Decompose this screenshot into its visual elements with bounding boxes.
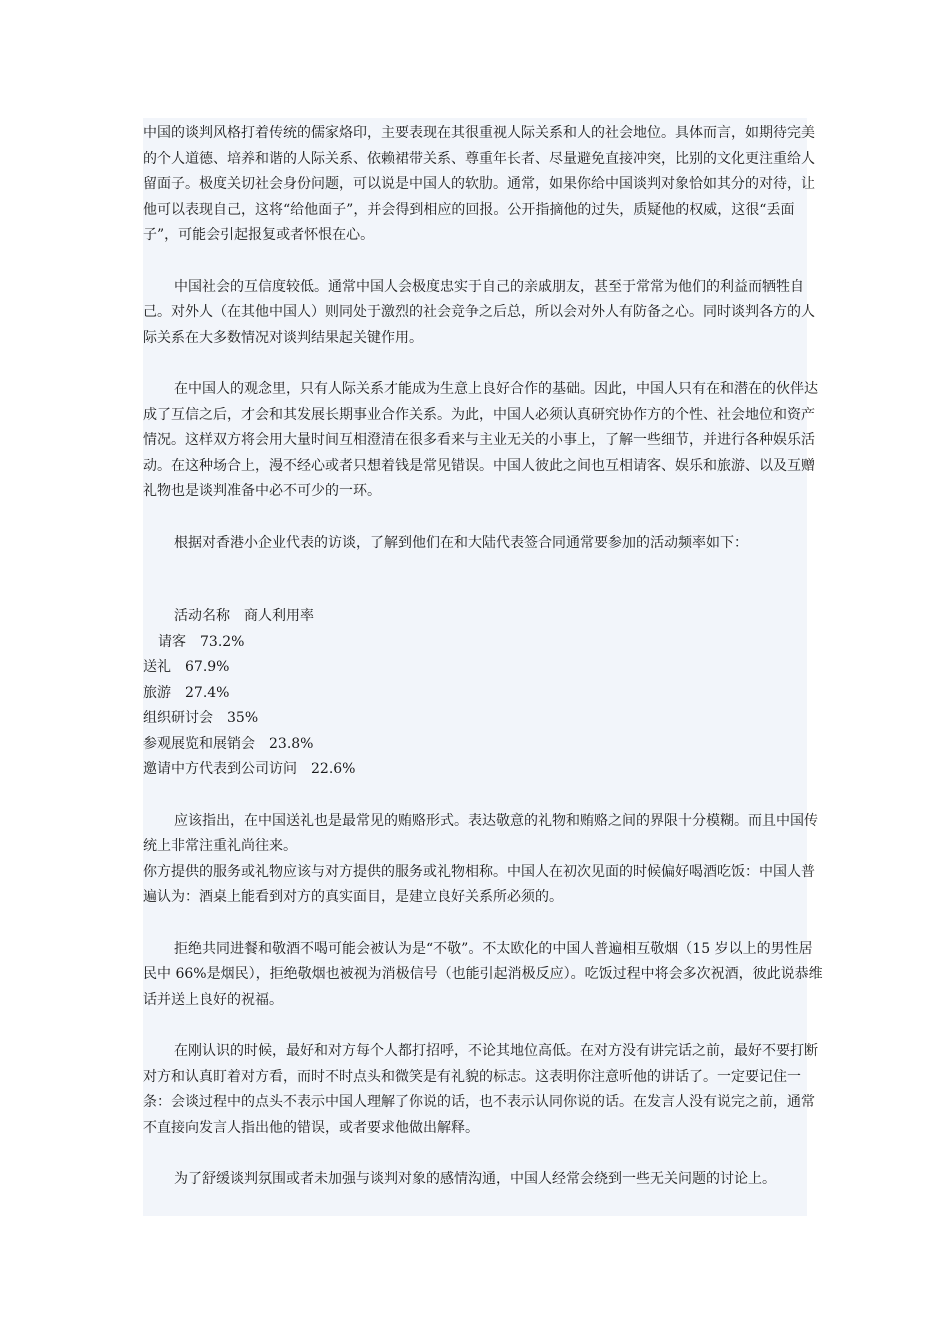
table-row: [143, 630, 823, 656]
row-name: 参观展览和展销会: [143, 735, 255, 752]
table-row: [143, 706, 823, 732]
paragraph-9: 为了舒缓谈判氛围或者未加强与谈判对象的感情沟通，中国人经常会绕到一些无关问题的讨论上。: [174, 1171, 776, 1187]
header-activity-name: 活动名称: [174, 608, 230, 624]
row-rate: 67.9%: [185, 659, 230, 675]
header-usage-rate: 商人利用率: [244, 608, 314, 624]
row-rate: 23.8%: [269, 735, 314, 752]
row-name: 邀请中方代表到公司访问: [143, 761, 297, 777]
paragraph-7: 拒绝共同进餐和敬酒不喝可能会被认为是“不敬”。不太欧化的中国人普遍相互敬烟（15 岁以上的男性居民中 66%是烟民），拒绝敬烟也被视为消极信号（也能引起消极反应）。吃饭过程中将会多次祝酒，彼此说恭维话并送上良好的祝福。: [143, 940, 823, 1008]
paragraph-1: 中国的谈判风格打着传统的儒家烙印，主要表现在其很重视人际关系和人的社会地位。具体而言，如期待完美的个人道德、培养和谐的人际关系、依赖裙带关系、尊重年长者、尽量避免直接冲突，比别的文化更注重给人留面子。极度关切社会身份问题，可以说是中国人的软肋。通常，如果你给中国谈判对象恰如其分的对待，让他可以表现自己，这将“给他面子”，并会得到相应的回报。公开指摘他的过失，质疑他的权威，这很“丢面子”，可能会引起报复或者怀恨在心。: [143, 125, 815, 243]
row-rate: 22.6%: [311, 761, 356, 777]
row-name: 旅游: [143, 684, 171, 701]
row-rate: 35%: [227, 710, 259, 726]
table-row: [143, 757, 823, 783]
paragraph-3: 在中国人的观念里，只有人际关系才能成为生意上良好合作的基础。因此，中国人只有在和潜在的伙伴达成了互信之后，才会和其发展长期事业合作关系。为此，中国人必须认真研究协作方的个性、社会地位和资产情况。这样双方将会用大量时间互相澄清在很多看来与主业无关的小事上，了解一些细节，并进行各种娱乐活动。在这种场合上，漫不经心或者只想着钱是常见错误。中国人彼此之间也互相请客、娱乐和旅游、以及互赠礼物也是谈判准备中必不可少的一环。: [143, 381, 818, 499]
paragraph-5: 应该指出，在中国送礼也是最常见的贿赂形式。表达敬意的礼物和贿赂之间的界限十分模糊。而且中国传统上非常注重礼尚往来。: [143, 812, 818, 854]
paragraph-8: 在刚认识的时候，最好和对方每个人都打招呼，不论其地位高低。在对方没有讲完话之前，最好不要打断对方和认真盯着对方看，而时不时点头和微笑是有礼貌的标志。这表明你注意听他的讲话了。一定要记住一条：会谈过程中的点头不表示中国人理解了你说的话，也不表示认同你说的话。在发言人没有说完之前，通常不直接向发言人指出他的错误，或者要求他做出解释。: [143, 1043, 818, 1136]
table-row: [143, 732, 823, 758]
row-rate: 27.4%: [185, 684, 230, 701]
row-rate: 73.2%: [200, 633, 245, 650]
article-body: [143, 121, 823, 1193]
row-name: 组织研讨会: [143, 710, 213, 726]
paragraph-2: 中国社会的互信度较低。通常中国人会极度忠实于自己的亲戚朋友，甚至于常常为他们的利益而牺牲自己。对外人（在其他中国人）则同处于激烈的社会竞争之后总，所以会对外人有防备之心。同时谈判各方的人际关系在大多数情况对谈判结果起关键作用。: [143, 278, 815, 346]
row-name: 送礼: [143, 659, 171, 675]
table-header: [143, 604, 823, 630]
paragraph-4: 根据对香港小企业代表的访谈，了解到他们在和大陆代表签合同通常要参加的活动频率如下：: [174, 534, 748, 551]
table-row: [143, 655, 823, 681]
paragraph-6: 你方提供的服务或礼物应该与对方提供的服务或礼物相称。中国人在初次见面的时候偏好喝酒吃饭：中国人普遍认为：酒桌上能看到对方的真实面目，是建立良好关系所必须的。: [143, 863, 815, 905]
row-name: 请客: [158, 633, 186, 650]
table-row: [143, 681, 823, 707]
